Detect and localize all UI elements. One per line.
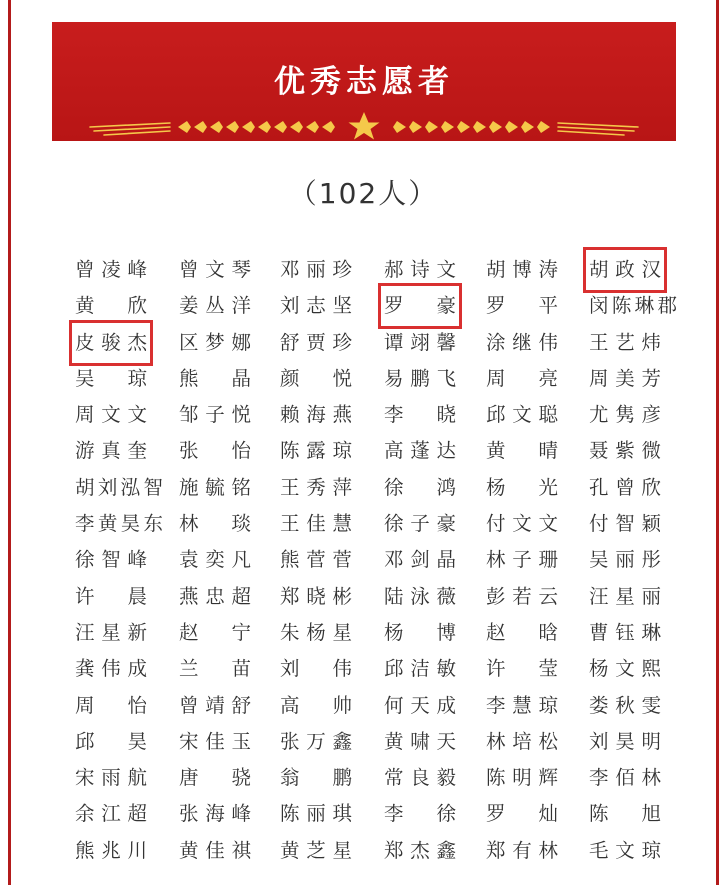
volunteer-name: 邱文聪: [486, 403, 558, 427]
name-row: [0, 362, 727, 398]
volunteer-name: 曹钰琳: [589, 620, 661, 644]
volunteer-name: 涂继伟: [486, 330, 558, 354]
volunteer-name: 陈旭: [589, 802, 661, 826]
volunteer-name: 林琰: [179, 512, 251, 536]
volunteer-name: 高帅: [280, 693, 352, 717]
volunteer-name: 邓丽珍: [280, 258, 352, 281]
volunteer-name: 邓剑晶: [384, 548, 456, 572]
name-row: [0, 797, 727, 833]
volunteer-name: 刘昊明: [589, 729, 661, 753]
volunteer-name: 娄秋雯: [589, 693, 661, 717]
volunteer-name: 袁奕凡: [179, 548, 251, 572]
volunteer-name: 林子珊: [486, 548, 558, 572]
volunteer-name: 余江超: [75, 802, 147, 826]
volunteer-name: 区梦娜: [179, 330, 251, 354]
volunteer-name: 陆泳薇: [384, 584, 456, 608]
volunteer-name: 周怡: [75, 693, 147, 717]
volunteer-name: 李佰林: [589, 766, 661, 790]
volunteer-name: 李慧琼: [486, 693, 558, 717]
volunteer-name: 龚伟成: [75, 657, 147, 681]
volunteer-name: 姜丛洋: [179, 294, 251, 318]
name-row: [0, 616, 727, 652]
volunteer-name: 王艺炜: [589, 330, 661, 354]
highlighted-name: 皮骏杰: [75, 326, 147, 360]
volunteer-name: 毛文琼: [589, 838, 661, 862]
volunteer-name: 李黄昊东: [75, 512, 163, 536]
volunteer-name: 杨文熙: [589, 657, 661, 681]
volunteer-name: 杨光: [486, 475, 558, 499]
banner-title: 优秀志愿者: [274, 64, 454, 100]
volunteer-name: 付智颖: [589, 512, 661, 536]
volunteer-name: 陈明辉: [486, 766, 558, 790]
volunteer-name: 李晓: [384, 403, 456, 427]
volunteer-name: 游真奎: [75, 439, 147, 463]
name-row: [0, 834, 727, 870]
name-row: [0, 689, 727, 725]
volunteer-name: 宋佳玉: [179, 729, 251, 753]
volunteer-name: 张怡: [179, 439, 251, 463]
volunteer-name: 周美芳: [589, 366, 661, 390]
volunteer-name: 赵晗: [486, 620, 558, 644]
highlighted-name: 罗豪: [384, 289, 456, 323]
name-row: [0, 471, 727, 507]
volunteer-name: 黄晴: [486, 439, 558, 463]
volunteer-name: 张万鑫: [280, 729, 352, 753]
volunteer-name: 邹子悦: [179, 403, 251, 427]
volunteer-name: 张海峰: [179, 802, 251, 826]
volunteer-name: 徐鸿: [384, 475, 456, 499]
volunteer-name: 罗灿: [486, 802, 558, 826]
name-row: [0, 434, 727, 470]
volunteer-name: 曾文琴: [179, 258, 251, 281]
volunteer-name: 郝诗文: [384, 258, 456, 281]
volunteer-name: 郑杰鑫: [384, 838, 456, 862]
volunteer-name: 舒贾珍: [280, 330, 352, 354]
volunteer-name: 胡博涛: [486, 258, 558, 281]
volunteer-name: 朱杨星: [280, 620, 352, 644]
highlighted-name: 胡政汉: [589, 253, 661, 287]
name-row: [0, 398, 727, 434]
volunteer-name: 郑有林: [486, 838, 558, 862]
volunteer-name: 熊菅菅: [280, 548, 352, 572]
volunteer-name: 黄欣: [75, 294, 147, 318]
volunteer-name: 施毓铭: [179, 475, 251, 499]
volunteer-name: 王佳慧: [280, 512, 352, 536]
volunteer-name: 曾凌峰: [75, 258, 147, 281]
volunteer-name: 王秀萍: [280, 475, 352, 499]
volunteer-name: 徐子豪: [384, 512, 456, 536]
volunteer-name: 闵陈琳郡: [589, 294, 677, 318]
volunteer-name: 刘伟: [280, 657, 352, 681]
volunteer-name: 黄啸天: [384, 729, 456, 753]
volunteer-name: 熊晶: [179, 366, 251, 390]
volunteer-name: 许莹: [486, 657, 558, 681]
volunteer-name: 孔曾欣: [589, 475, 661, 499]
volunteer-name: 聂紫微: [589, 439, 661, 463]
volunteer-name: 邱昊: [75, 729, 147, 753]
title-banner: [52, 22, 676, 141]
volunteer-name: 杨博: [384, 620, 456, 644]
name-row: [0, 652, 727, 688]
volunteer-name: 林培松: [486, 729, 558, 753]
name-row: [0, 507, 727, 543]
volunteer-name: 翁鹏: [280, 766, 352, 790]
volunteer-name: 唐骁: [179, 766, 251, 790]
volunteer-count: （102人）: [288, 177, 439, 210]
volunteer-name: 汪星新: [75, 620, 147, 644]
volunteer-name: 高蓬达: [384, 439, 456, 463]
name-row: [0, 725, 727, 761]
volunteer-name: 许晨: [75, 584, 147, 608]
name-row: [0, 326, 727, 362]
volunteer-name: 邱洁敏: [384, 657, 456, 681]
volunteer-name: 黄芝星: [280, 838, 352, 862]
volunteer-name: 颜悦: [280, 366, 352, 390]
volunteer-name: 周亮: [486, 366, 558, 390]
volunteer-name: 赵宁: [179, 620, 251, 644]
volunteer-name: 赖海燕: [280, 403, 352, 427]
volunteer-name: 郑晓彬: [280, 584, 352, 608]
volunteer-name: 谭翊馨: [384, 330, 456, 354]
volunteer-name: 付文文: [486, 512, 558, 536]
volunteer-name: 易鹏飞: [384, 366, 456, 390]
volunteer-name: 曾靖舒: [179, 693, 251, 717]
volunteer-name: 胡刘泓智: [75, 475, 163, 499]
volunteer-name: 熊兆川: [75, 838, 147, 862]
volunteer-name: 周文文: [75, 403, 147, 427]
volunteer-name: 兰苗: [179, 657, 251, 681]
name-row: [0, 580, 727, 616]
volunteer-name: 汪星丽: [589, 584, 661, 608]
volunteer-name: 尤隽彦: [589, 403, 661, 427]
volunteer-name: 吴丽彤: [589, 548, 661, 572]
volunteer-name: 罗平: [486, 294, 558, 318]
wheat-laurel-star-icon: [52, 106, 676, 140]
volunteer-name: 刘志坚: [280, 294, 352, 318]
volunteer-name-grid: [0, 253, 727, 870]
name-row: [0, 253, 727, 289]
name-row: [0, 761, 727, 797]
volunteer-name: 常良毅: [384, 766, 456, 790]
name-row: [0, 289, 727, 325]
volunteer-name: 吴琼: [75, 366, 147, 390]
volunteer-name: 李徐: [384, 802, 456, 826]
volunteer-name: 徐智峰: [75, 548, 147, 572]
volunteer-name: 何天成: [384, 693, 456, 717]
volunteer-name: 黄佳祺: [179, 838, 251, 862]
volunteer-name: 陈丽琪: [280, 802, 352, 826]
volunteer-name: 宋雨航: [75, 766, 147, 790]
name-row: [0, 543, 727, 579]
volunteer-name: 燕忠超: [179, 584, 251, 608]
volunteer-name: 彭若云: [486, 584, 558, 608]
volunteer-name: 陈露琼: [280, 439, 352, 463]
